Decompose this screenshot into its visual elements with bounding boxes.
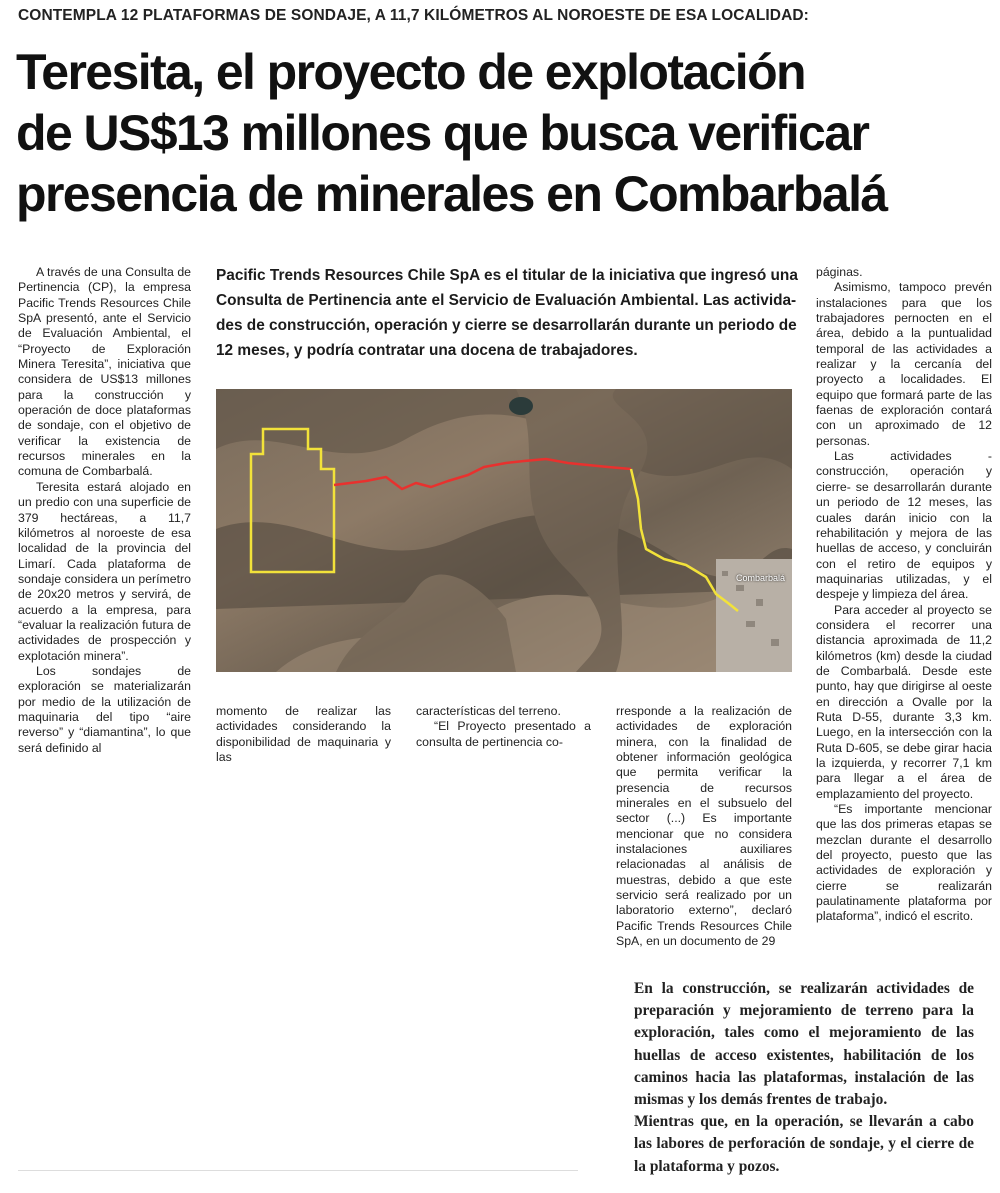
lead-line: 12 meses, y podría contratar una docena de trabajadores. — [216, 342, 638, 359]
paragraph: Las actividades -construcción, operación y cierre- se desarrollarán durante un periodo de 12 meses, las cuales darán inicio con la rehabilitación y mejora de las huellas de acceso, y concluirán con el retiro de equipos y maquinarias utilizadas, y el despeje y limpieza del área. — [816, 449, 992, 602]
paragraph: Teresita estará alojado en un predio con una superficie de 379 hectáreas, a 11,7 kilómetros al noroeste de esa localidad de la provincia del Limarí. Cada plataforma de sondaje considera un perímetro de 20x20 metros y servirá, de acuerdo a la empresa, para “evaluar la realización futura de actividades de prospección y explotación minera”. — [18, 479, 191, 663]
lead-line: Consulta de Pertinencia ante el Servicio de Evaluación Ambiental. Las activida- — [216, 292, 797, 309]
headline-line: de US$13 millones que busca verificar — [16, 105, 869, 161]
body-column-4 — [616, 704, 792, 950]
body-column-3 — [416, 704, 591, 750]
satellite-map — [216, 389, 792, 672]
satellite-map-graphic — [216, 389, 792, 672]
body-column-5 — [816, 265, 992, 925]
headline-line: Teresita, el proyecto de explotación — [16, 44, 805, 100]
article-kicker: CONTEMPLA 12 PLATAFORMAS DE SONDAJE, A 11,7 KILÓMETROS AL NOROESTE DE ESA LOCALIDAD: — [18, 7, 809, 24]
bottom-divider — [18, 1170, 578, 1171]
paragraph: momento de realizar las actividades considerando la disponibilidad de maquinaria y las — [216, 704, 391, 765]
lead-line: Pacific Trends Resources Chile SpA es el titular de la iniciativa que ingresó una — [216, 267, 798, 284]
body-column-1 — [18, 265, 191, 756]
paragraph: Los sondajes de exploración se materializarán por medio de la utilización de maquinaria del tipo “aire reverso” y “diamantina”, lo que será definido al — [18, 663, 191, 755]
paragraph: Para acceder al proyecto se considera el recorrer una distancia aproximada de 11,2 kilómetros (km) desde la ciudad de Combarbalá. Desde este punto, hay que dirigirse al oeste en dirección a Ovalle por la Ruta D-55, durante 3,3 km. Luego, en la intersección con la Ruta D-605, se debe girar hacia la izquierda, y recorrer 7,1 km para llegar a el área de emplazamiento del proyecto. — [816, 602, 992, 801]
caption-paragraph: En la construcción, se realizarán actividades de preparación y mejoramiento de terreno para la exploración, tales como el mejoramiento de las huellas de acceso existentes, habilitación de los caminos hacia las plataformas, instalación de las mismas y los demás frentes de trabajo. — [634, 980, 974, 1109]
headline-line: presencia de minerales en Combarbalá — [16, 166, 887, 222]
paragraph: páginas. — [816, 265, 863, 279]
paragraph: “Es importante mencionar que las dos primeras etapas se mezclan durante el desarrollo del proyecto, puesto que las actividades de exploración y cierre se realizarán paulatinamente plataforma por plataforma”, indicó el escrito. — [816, 802, 992, 924]
body-column-2 — [216, 704, 391, 765]
map-town-label: Combarbalá — [736, 573, 786, 583]
paragraph: Asimismo, tampoco prevén instalaciones para que los trabajadores pernocten en el área, debido a la puntualidad temporal de las actividades a realizar y la cercanía del proyecto a localidades. El equipo que formará parte de las faenas de exploración contará con un aproximado de 12 personas. — [816, 280, 992, 448]
photo-caption-box — [634, 978, 974, 1178]
paragraph: A través de una Consulta de Pertinencia (CP), la empresa Pacific Trends Resources Chile SpA presentó, ante el Servicio de Evaluación Ambiental, el “Proyecto de Exploración Minera Teresita”, iniciativa que considera de US$13 millones para la construcción y operación de doce plataformas de sondaje, con el objetivo de verificar la existencia de recursos minerales en la comuna de Combarbalá. — [18, 265, 191, 479]
article-headline — [16, 42, 991, 225]
caption-paragraph: Mientras que, en la operación, se llevarán a cabo las labores de perforación de sondaje, y el cierre de la plataforma y pozos. — [634, 1113, 974, 1175]
paragraph: rresponde a la realización de actividades de exploración minera, con la finalidad de obtener información geológica que permita verificar la presencia de recursos minerales en el subsuelo del sector (...) Es importante mencionar que no considera instalaciones auxiliares relacionadas al análisis de muestras, debido a que este servicio será realizado por un laboratorio externo”, declaró Pacific Trends Resources Chile SpA, en un documento de 29 — [616, 704, 792, 949]
paragraph: “El Proyecto presentado a consulta de pertinencia co- — [416, 719, 591, 749]
article-lead — [216, 263, 798, 363]
reservoir — [509, 397, 533, 415]
paragraph: características del terreno. — [416, 704, 561, 718]
lead-line: des de construcción, operación y cierre se desarrollarán durante un periodo de — [216, 317, 797, 334]
